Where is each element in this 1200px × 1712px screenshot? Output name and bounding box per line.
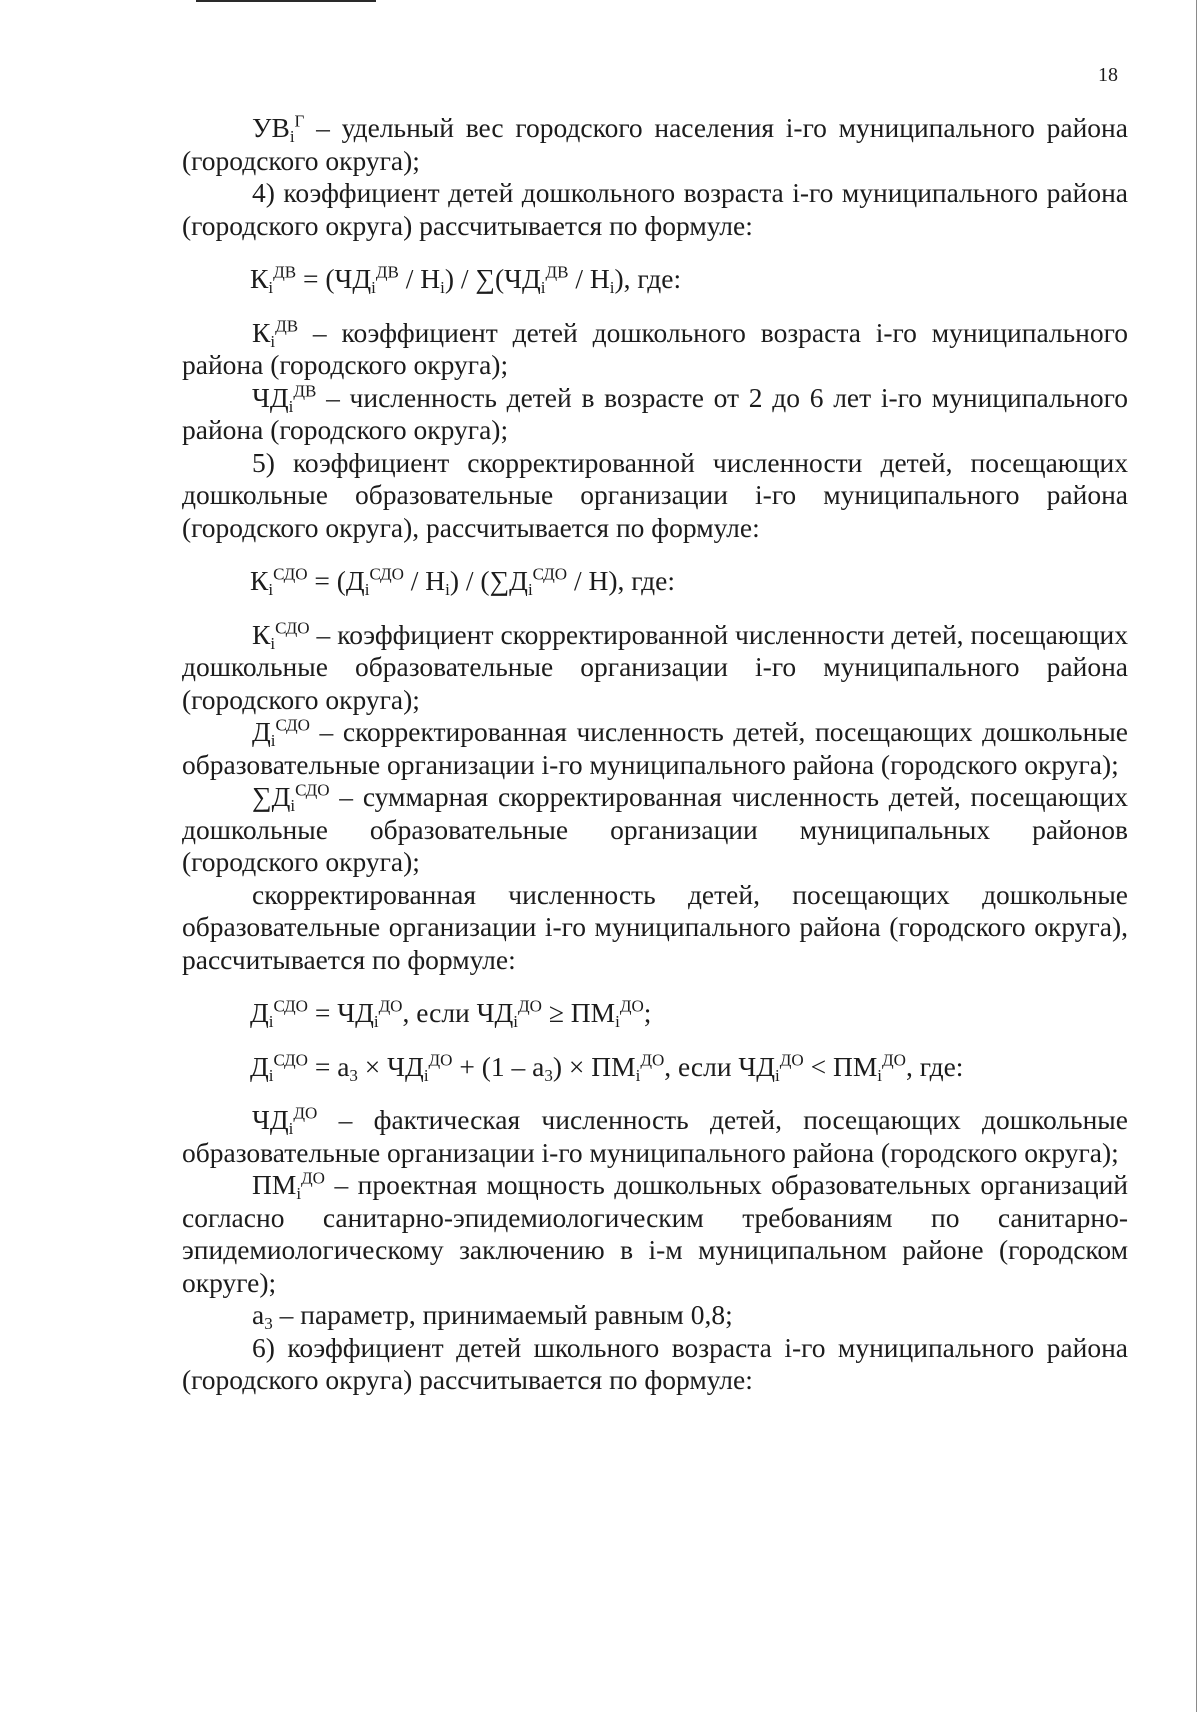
text-run: – скорректированная численность детей, посещающих дошкольные образовательные организации i-го муниципального района (городского округа); bbox=[182, 716, 1128, 780]
subscript: i bbox=[373, 1012, 379, 1032]
subscript: i bbox=[609, 278, 615, 298]
subscript: i bbox=[445, 580, 450, 600]
text-run: a bbox=[252, 1299, 265, 1330]
block-gap bbox=[182, 544, 1128, 565]
superscript: ДО bbox=[640, 1049, 665, 1069]
text-run: ), где: bbox=[614, 263, 682, 294]
subscript: i bbox=[371, 278, 376, 298]
text-run: К bbox=[252, 316, 271, 348]
text-run: – проектная мощность дошкольных образовательных организаций согласно санитарно-эпидемиологическим требованиям по санитарно-эпидемиологическому заключению в i-м муниципальном районе (городском округе); bbox=[182, 1169, 1128, 1298]
formula-2 bbox=[182, 565, 1128, 598]
subscript: i bbox=[540, 278, 546, 298]
text-run: УВ bbox=[252, 112, 290, 143]
subscript: i bbox=[635, 1065, 641, 1085]
subscript: 3 bbox=[349, 1065, 358, 1085]
text-run: = (Д bbox=[307, 565, 365, 596]
text-run: К bbox=[252, 618, 271, 650]
subscript: i bbox=[775, 1065, 780, 1085]
paragraph-7 bbox=[182, 716, 1128, 781]
scan-edge-top bbox=[196, 0, 376, 2]
superscript: ДО bbox=[293, 1103, 318, 1123]
superscript: ДВ bbox=[375, 262, 399, 282]
text-run: , если ЧД bbox=[402, 997, 514, 1028]
block-gap bbox=[182, 598, 1128, 619]
text-run: 5) коэффициент скорректированной численности детей, посещающих дошкольные образовательные организации i-го муниципального района (городского округа), рассчитывается по формуле: bbox=[182, 446, 1128, 543]
text-run: – коэффициент детей дошкольного возраста i-го муниципального района (городского округа); bbox=[182, 316, 1128, 380]
superscript: СДО bbox=[275, 617, 310, 637]
block-gap bbox=[182, 1030, 1128, 1051]
paragraph-11 bbox=[182, 1169, 1128, 1299]
subscript: i bbox=[440, 278, 445, 298]
subscript: i bbox=[289, 127, 295, 147]
superscript: ДО bbox=[378, 996, 403, 1016]
superscript: СДО bbox=[369, 564, 404, 584]
text-run: ; bbox=[643, 997, 652, 1028]
subscript: i bbox=[513, 1012, 519, 1032]
text-run: – параметр, принимаемый равным 0,8; bbox=[272, 1299, 733, 1330]
text-run: = (ЧД bbox=[296, 263, 372, 294]
formula-1 bbox=[182, 263, 1128, 296]
subscript: i bbox=[268, 1012, 274, 1032]
superscript: ДВ bbox=[293, 380, 317, 400]
superscript: ДО bbox=[882, 1049, 906, 1069]
subscript: i bbox=[268, 580, 274, 600]
text-run: ПМ bbox=[252, 1169, 297, 1200]
subscript: i bbox=[527, 580, 533, 600]
formula-3 bbox=[182, 997, 1128, 1030]
superscript: ДО bbox=[619, 996, 644, 1016]
text-run: скорректированная численность детей, посещающих дошкольные образовательные организации i-го муниципального района (городского округа), рассчитывается по формуле: bbox=[182, 878, 1128, 975]
text-run: – коэффициент скорректированной численности детей, посещающих дошкольные образовательные организации i-го муниципального района (городского округа); bbox=[182, 618, 1128, 715]
paragraph-12 bbox=[182, 1299, 1128, 1332]
superscript: ДВ bbox=[275, 315, 299, 335]
subscript: i bbox=[268, 278, 274, 298]
document-body bbox=[182, 112, 1128, 1397]
subscript: 3 bbox=[264, 1314, 273, 1334]
subscript: i bbox=[288, 396, 294, 416]
text-run: Д bbox=[252, 716, 271, 747]
paragraph-1 bbox=[182, 112, 1128, 177]
block-gap bbox=[182, 1083, 1128, 1104]
paragraph-10 bbox=[182, 1104, 1128, 1169]
superscript: ДО bbox=[301, 1168, 325, 1188]
subscript: i bbox=[268, 1065, 274, 1085]
paragraph-8 bbox=[182, 781, 1128, 879]
text-run: + (1 – a bbox=[452, 1050, 545, 1082]
text-run: ЧД bbox=[252, 381, 289, 413]
text-run: К bbox=[250, 565, 269, 596]
text-run: ) × ПМ bbox=[552, 1050, 636, 1082]
text-run: / Н bbox=[403, 565, 446, 596]
text-run: , если ЧД bbox=[664, 1050, 776, 1082]
text-run: × ЧД bbox=[357, 1050, 424, 1082]
superscript: СДО bbox=[273, 1049, 308, 1069]
superscript: СДО bbox=[273, 996, 308, 1016]
text-run: = ЧД bbox=[307, 997, 374, 1028]
text-run: ЧД bbox=[252, 1104, 289, 1135]
subscript: i bbox=[288, 1119, 294, 1139]
text-run: ≥ ПМ bbox=[541, 997, 616, 1028]
text-run: ) / ∑(ЧД bbox=[444, 263, 541, 294]
superscript: СДО bbox=[532, 564, 568, 584]
text-run: = a bbox=[307, 1050, 350, 1082]
paragraph-3 bbox=[182, 317, 1128, 382]
paragraph-5 bbox=[182, 447, 1128, 545]
superscript: ДО bbox=[428, 1049, 453, 1069]
scan-edge-right bbox=[1196, 0, 1197, 1712]
superscript: СДО bbox=[275, 715, 310, 735]
superscript: ДО bbox=[779, 1049, 804, 1069]
subscript: i bbox=[270, 731, 276, 751]
paragraph-2 bbox=[182, 177, 1128, 242]
text-run: / Н), где: bbox=[567, 565, 676, 596]
text-run: ∑Д bbox=[252, 781, 291, 812]
text-run: / Н bbox=[398, 263, 441, 294]
text-run: – суммарная скорректированная численность детей, посещающих дошкольные образовательные организации муниципальных районов (городского округа); bbox=[182, 781, 1128, 877]
subscript: 3 bbox=[544, 1065, 553, 1085]
superscript: СДО bbox=[295, 780, 330, 800]
paragraph-4 bbox=[182, 382, 1128, 447]
paragraph-13 bbox=[182, 1332, 1128, 1397]
subscript: i bbox=[296, 1184, 302, 1204]
subscript: i bbox=[364, 580, 370, 600]
page-number: 18 bbox=[1098, 64, 1118, 86]
subscript: i bbox=[615, 1012, 620, 1032]
text-run: К bbox=[250, 263, 269, 294]
text-run: – фактическая численность детей, посещающих дошкольные образовательные организации i-го муниципального района (городского округа); bbox=[182, 1104, 1128, 1168]
text-run: 4) коэффициент детей дошкольного возраста i-го муниципального района (городского округа) рассчитывается по формуле: bbox=[182, 177, 1128, 241]
subscript: i bbox=[423, 1065, 429, 1085]
text-run: , где: bbox=[905, 1050, 964, 1082]
text-run: – удельный вес городского населения i-го муниципального района (городского округа); bbox=[182, 112, 1128, 176]
text-run: 6) коэффициент детей школьного возраста i-го муниципального района (городского округа) рассчитывается по формуле: bbox=[182, 1331, 1128, 1395]
text-run: Д bbox=[250, 997, 269, 1028]
subscript: i bbox=[877, 1065, 883, 1085]
subscript: i bbox=[270, 633, 276, 653]
paragraph-9 bbox=[182, 879, 1128, 977]
paragraph-6 bbox=[182, 619, 1128, 717]
block-gap bbox=[182, 242, 1128, 263]
text-run: – численность детей в возрасте от 2 до 6 лет i-го муниципального района (городского округа); bbox=[182, 381, 1128, 445]
block-gap bbox=[182, 976, 1128, 997]
superscript: ДВ bbox=[545, 262, 569, 282]
subscript: i bbox=[290, 796, 296, 816]
superscript: СДО bbox=[273, 564, 308, 584]
text-run: Д bbox=[250, 1050, 269, 1082]
text-run: / Н bbox=[568, 263, 610, 294]
text-run: < ПМ bbox=[803, 1050, 878, 1082]
subscript: i bbox=[270, 331, 276, 351]
superscript: ДВ bbox=[273, 262, 297, 282]
formula-4 bbox=[182, 1051, 1128, 1084]
superscript: ДО bbox=[518, 996, 542, 1016]
text-run: ) / (∑Д bbox=[449, 565, 528, 596]
block-gap bbox=[182, 296, 1128, 317]
superscript: Г bbox=[294, 111, 305, 131]
